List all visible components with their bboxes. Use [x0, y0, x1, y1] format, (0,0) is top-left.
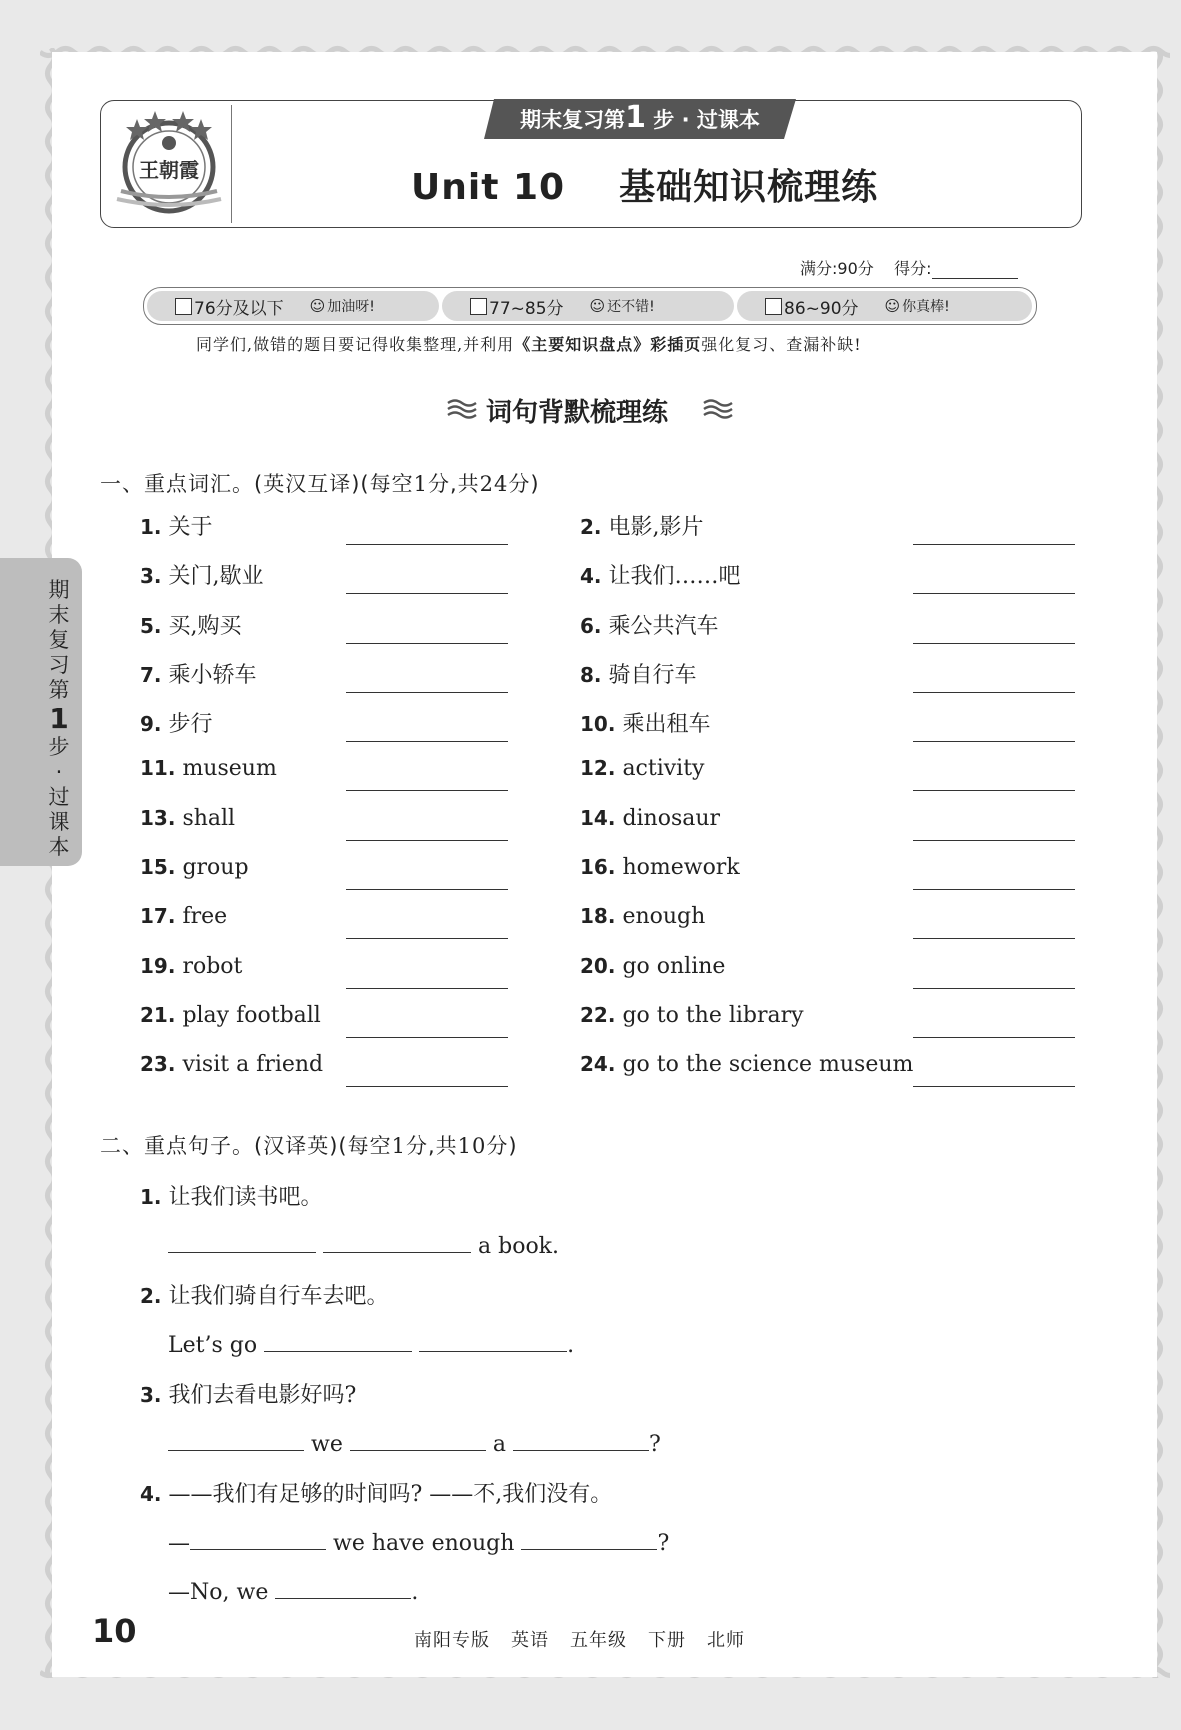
rating-option-2[interactable] [442, 291, 734, 321]
part2-heading [100, 1130, 518, 1160]
answer-blank[interactable] [346, 988, 508, 989]
rating-option-1[interactable] [147, 291, 439, 321]
full-score-label: 满分:90分 [800, 259, 874, 278]
answer-blank[interactable] [190, 1527, 326, 1550]
answer-text: — [168, 1531, 190, 1556]
vocab-row [140, 855, 1080, 904]
vocab-prompt: go to the library [622, 1002, 804, 1028]
answer-blank[interactable] [913, 1037, 1075, 1038]
answer-blank[interactable] [346, 593, 508, 594]
vocab-item [140, 658, 257, 689]
answer-blank[interactable] [913, 692, 1075, 693]
vocab-prompt: museum [182, 756, 277, 782]
brand-logo [113, 107, 225, 219]
vocab-row [140, 658, 1080, 707]
answer-text: we [311, 1432, 343, 1457]
answer-blank[interactable] [346, 938, 508, 939]
step-tag [484, 99, 796, 139]
vocab-item [140, 559, 264, 590]
vocab-number: 23. [140, 1052, 176, 1077]
vocab-number: 2. [580, 515, 602, 539]
answer-blank[interactable] [275, 1576, 411, 1599]
answer-blank[interactable] [913, 889, 1075, 890]
vocab-number: 15. [140, 855, 176, 880]
side-tab-label [44, 578, 74, 860]
part1-heading-text: 一、重点词汇。(英汉互译)(每空 [100, 472, 414, 496]
vocab-row [140, 954, 1080, 1003]
question-text: 我们去看电影好吗? [168, 1383, 357, 1408]
smiley-icon: ☺ 你真棒! [884, 297, 950, 315]
vocab-number: 1. [140, 515, 162, 539]
side-tab-char: 过 [48, 785, 70, 809]
vocab-item [580, 904, 705, 929]
score-label: 得分: [894, 259, 932, 278]
vocab-number: 3. [140, 564, 162, 589]
vocab-number: 14. [580, 805, 616, 830]
vocab-number: 4. [580, 564, 602, 589]
svg-text:王朝霞: 王朝霞 [139, 158, 199, 182]
rating-option-3[interactable] [737, 291, 1032, 321]
rating-range-3: 86~90分 [784, 298, 859, 319]
header-divider [231, 105, 232, 223]
vocab-prompt: 电影,影片 [608, 515, 704, 540]
vocab-prompt: 买,购买 [168, 613, 242, 639]
vocab-prompt: 关门,歇业 [168, 564, 264, 590]
sentence-question-4 [140, 1477, 612, 1508]
answer-blank[interactable] [346, 643, 508, 644]
vocab-item [580, 510, 704, 541]
part1-points: 1 [413, 472, 428, 496]
answer-blank[interactable] [913, 790, 1075, 791]
vocab-number: 21. [140, 1002, 176, 1027]
rating-checkbox-3[interactable] [765, 298, 782, 315]
rating-checkbox-1[interactable] [175, 298, 192, 315]
rating-range-1: 76分及以下 [194, 298, 284, 319]
vocab-item [580, 806, 720, 831]
answer-blank[interactable] [323, 1230, 471, 1253]
rating-comment-2: 还不错! [607, 299, 655, 315]
step-tag-number: 1 [625, 100, 646, 135]
question-text: 让我们骑自行车去吧。 [168, 1284, 389, 1309]
vocab-prompt: robot [182, 953, 243, 979]
vocab-row [140, 756, 1080, 805]
vocab-row [140, 1052, 1080, 1101]
side-tab-char: 1 [49, 702, 69, 735]
step-tag-prefix: 期末复习第 [520, 108, 626, 132]
vocab-row [140, 510, 1080, 559]
vocab-prompt: visit a friend [182, 1052, 324, 1078]
part2-points: 1 [391, 1134, 406, 1158]
side-tab-char: 本 [48, 835, 70, 859]
smiley-icon: ☺ 加油呀! [309, 297, 375, 315]
answer-text: a book. [478, 1234, 560, 1259]
answer-blank[interactable] [168, 1428, 304, 1451]
answer-blank[interactable] [350, 1428, 486, 1451]
vocab-item [580, 855, 740, 880]
vocab-number: 13. [140, 805, 176, 830]
vocab-number: 7. [140, 662, 162, 687]
answer-blank[interactable] [264, 1329, 412, 1352]
answer-blank[interactable] [346, 889, 508, 890]
footer-item: 下册 [648, 1630, 686, 1651]
answer-text: we have enough [333, 1531, 515, 1556]
answer-blank[interactable] [168, 1230, 316, 1253]
answer-line-2 [168, 1329, 574, 1358]
vocab-item [580, 658, 697, 689]
answer-blank[interactable] [913, 988, 1075, 989]
sentence-question-3 [140, 1378, 356, 1409]
wave-icon [702, 398, 734, 420]
side-tab-char: 习 [48, 653, 70, 677]
answer-line-4a [168, 1527, 669, 1556]
answer-blank[interactable] [419, 1329, 567, 1352]
vocab-prompt: 步行 [168, 712, 213, 738]
vocab-prompt: 乘公共汽车 [608, 613, 719, 639]
vocab-number: 6. [580, 613, 602, 638]
section-title: 词句背默梳理练 [486, 398, 669, 428]
vocab-item [140, 904, 227, 929]
study-tip-post: 强化复习、查漏补缺! [701, 335, 862, 354]
answer-line-3 [168, 1428, 661, 1457]
vocab-item [580, 1003, 804, 1028]
vocab-number: 16. [580, 855, 616, 880]
study-tip-pre: 同学们,做错的题目要记得收集整理,并利用 [196, 335, 515, 354]
page-number: 10 [92, 1612, 137, 1650]
sentence-question-2 [140, 1279, 389, 1310]
answer-punct: ? [657, 1531, 670, 1556]
vocab-row [140, 707, 1080, 756]
page-title: Unit 10 基础知识梳理练 [411, 167, 879, 208]
score-blank[interactable] [932, 262, 1018, 279]
part1-heading [100, 468, 540, 498]
part1-heading-end: 分) [508, 472, 540, 496]
vocab-prompt: 骑自行车 [608, 662, 697, 688]
side-tab-char: 复 [48, 628, 70, 652]
footer-item: 南阳专版 [414, 1630, 490, 1651]
part2-heading-text: 二、重点句子。(汉译英)(每空 [100, 1134, 392, 1158]
answer-line-4b [168, 1576, 418, 1605]
answer-blank[interactable] [521, 1527, 657, 1550]
question-number: 4. [140, 1482, 162, 1506]
smiley-icon: ☺ 还不错! [589, 297, 655, 315]
vocab-number: 9. [140, 712, 162, 737]
rating-checkbox-2[interactable] [470, 298, 487, 315]
vocab-prompt: shall [182, 805, 236, 831]
footer-item: 五年级 [570, 1630, 627, 1651]
rating-range-2: 77~85分 [489, 298, 564, 319]
vocab-item [140, 1052, 323, 1077]
vocab-item [140, 954, 242, 979]
step-tag-suffix: 步 · 过课本 [653, 108, 760, 132]
vocab-item [140, 855, 249, 880]
vocab-item [140, 756, 277, 781]
vocab-prompt: activity [622, 756, 705, 782]
vocab-row [140, 806, 1080, 855]
answer-blank[interactable] [913, 544, 1075, 545]
vocab-prompt: 关于 [168, 515, 213, 540]
rating-comment-3: 你真棒! [902, 299, 950, 315]
answer-blank[interactable] [913, 1086, 1075, 1087]
vocab-number: 20. [580, 953, 616, 978]
vocab-prompt: go online [622, 953, 726, 979]
answer-blank[interactable] [913, 741, 1075, 742]
vocab-number: 10. [580, 712, 616, 737]
answer-line-1 [168, 1230, 559, 1259]
footer-item: 北师 [707, 1630, 745, 1651]
page-header [100, 100, 1082, 228]
answer-blank[interactable] [913, 840, 1075, 841]
answer-text: a [492, 1432, 506, 1457]
vocab-prompt: free [182, 904, 228, 930]
side-tab-char: 期 [48, 578, 70, 602]
study-tip-book: 《主要知识盘点》彩插页 [514, 335, 702, 354]
part1-total: 24 [479, 472, 509, 496]
side-tab-char: · [55, 760, 63, 784]
vocab-item [140, 707, 213, 738]
vocab-prompt: group [182, 855, 249, 881]
vocab-item [580, 609, 719, 640]
side-tab-char: 第 [48, 678, 70, 702]
answer-blank[interactable] [913, 938, 1075, 939]
score-line [800, 256, 1018, 279]
answer-blank[interactable] [346, 1086, 508, 1087]
part2-total: 10 [457, 1134, 487, 1158]
question-number: 3. [140, 1383, 162, 1407]
answer-blank[interactable] [913, 643, 1075, 644]
answer-blank[interactable] [346, 1037, 508, 1038]
answer-punct: . [567, 1333, 575, 1358]
side-tab-char: 步 [48, 735, 70, 759]
part2-heading-mid: 分,共 [405, 1134, 458, 1158]
side-tab-char: 课 [48, 810, 70, 834]
vocab-prompt: 让我们……吧 [608, 564, 741, 590]
self-rating-bar [143, 287, 1037, 325]
answer-blank[interactable] [346, 790, 508, 791]
question-number: 2. [140, 1284, 162, 1308]
part1-heading-mid: 分,共 [427, 472, 480, 496]
part2-heading-end: 分) [486, 1134, 518, 1158]
vocab-prompt: homework [622, 855, 740, 881]
answer-blank[interactable] [513, 1428, 649, 1451]
vocab-prompt: 乘小轿车 [168, 662, 257, 688]
rating-comment-1: 加油呀! [327, 299, 375, 315]
vocab-prompt: go to the science museum [622, 1052, 914, 1078]
vocab-number: 18. [580, 904, 616, 929]
vocab-row [140, 904, 1080, 953]
answer-punct: ? [648, 1432, 661, 1457]
vocab-item [140, 609, 242, 640]
vocab-item [580, 559, 741, 590]
answer-blank[interactable] [346, 840, 508, 841]
side-tab-char: 末 [48, 603, 70, 627]
question-number: 1. [140, 1185, 162, 1209]
wave-icon [446, 398, 478, 420]
vocab-number: 19. [140, 953, 176, 978]
vocab-row [140, 559, 1080, 608]
sentence-question-1 [140, 1180, 323, 1211]
vocab-row [140, 609, 1080, 658]
vocab-number: 12. [580, 756, 616, 781]
study-tip [196, 332, 862, 355]
answer-blank[interactable] [913, 593, 1075, 594]
vocab-number: 17. [140, 904, 176, 929]
footer-info [414, 1626, 766, 1652]
vocabulary-list [140, 510, 1080, 1102]
vocab-prompt: 乘出租车 [622, 712, 711, 738]
vocab-number: 11. [140, 756, 176, 781]
vocab-number: 8. [580, 662, 602, 687]
vocab-number: 24. [580, 1052, 616, 1077]
footer-item: 英语 [511, 1630, 549, 1651]
vocab-item [580, 756, 705, 781]
vocab-item [580, 1052, 913, 1077]
vocab-prompt: play football [182, 1002, 321, 1028]
vocab-row [140, 1003, 1080, 1052]
vocab-item [140, 510, 213, 541]
vocab-item [140, 806, 235, 831]
vocab-prompt: dinosaur [622, 805, 721, 831]
answer-blank[interactable] [346, 544, 508, 545]
answer-blank[interactable] [346, 741, 508, 742]
answer-text: —No, we [168, 1580, 269, 1605]
vocab-item [580, 954, 725, 979]
vocab-item [580, 707, 710, 738]
vocab-number: 5. [140, 613, 162, 638]
question-text: 让我们读书吧。 [168, 1185, 323, 1210]
question-text: ——我们有足够的时间吗? ——不,我们没有。 [168, 1482, 613, 1507]
vocab-item [140, 1003, 321, 1028]
vocab-number: 22. [580, 1002, 616, 1027]
answer-text: Let’s go [168, 1333, 258, 1358]
answer-blank[interactable] [346, 692, 508, 693]
vocab-prompt: enough [622, 904, 706, 930]
answer-punct: . [411, 1580, 419, 1605]
